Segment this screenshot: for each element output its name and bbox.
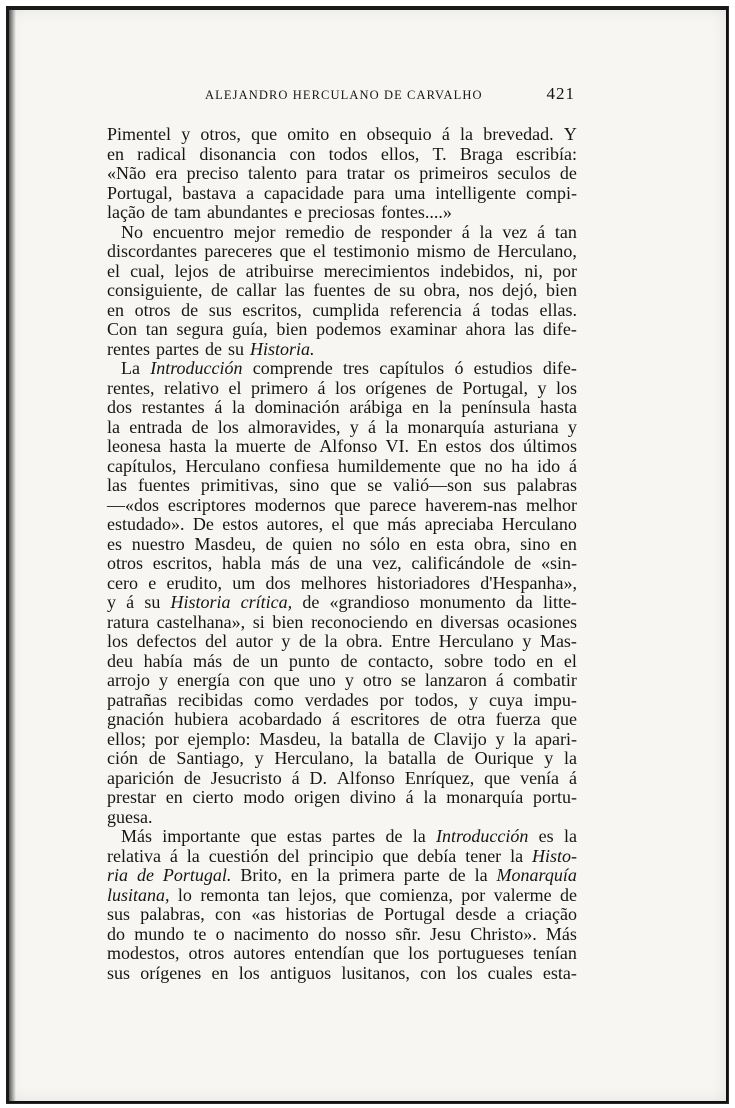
text-line: sus palabras, con «as historias de Portugal desde a criação: [107, 904, 577, 924]
text-line: gnación hubiera acobardado á escritores de otra fuerza que: [107, 709, 577, 729]
text-line: ria de Portugal. Brito, en la primera parte de la Monarquía: [107, 865, 577, 885]
text-line: consiguiente, de callar las fuentes de su obra, nos dejó, bien: [107, 280, 577, 300]
running-head: ALEJANDRO HERCULANO DE CARVALHO: [205, 88, 483, 102]
page-header: [105, 86, 575, 106]
text-line: No encuentro mejor remedio de responder á la vez á tan: [121, 221, 577, 242]
text-line: Con tan segura guía, bien podemos examinar ahora las dife-: [107, 319, 577, 339]
text-line: La Introducción comprende tres capítulos ó estudios dife-: [121, 358, 577, 378]
text-line: el cual, lejos de atribuirse merecimientos indebidos, ni, por: [107, 260, 577, 281]
text-line: rentes partes de su Historia.: [107, 338, 315, 359]
text-line: arrojo y energía con que uno y otro se lanzaron á combatir: [107, 670, 577, 690]
text-line: cero e erudito, um dos melhores historiadores d'Hespanha»,: [107, 572, 577, 593]
text-line: en otros de sus escritos, cumplida referencia á todas ellas.: [107, 299, 577, 320]
text-line: patrañas recibidas como verdades por todos, y cuya impu-: [107, 689, 577, 710]
text-line: Portugal, bastava a capacidade para uma intelligente compi-: [107, 182, 577, 203]
text-line: ratura castelhana», si bien reconociendo en diversas ocasiones: [107, 611, 577, 632]
text-line: relativa á la cuestión del principio que debía tener la Histo-: [107, 845, 577, 866]
text-line: lação de tam abundantes e preciosas fontes....»: [107, 202, 452, 222]
text-line: estudado». De estos autores, el que más apreciaba Herculano: [107, 514, 577, 534]
text-line: dos restantes á la dominación arábiga en la península hasta: [107, 397, 577, 417]
text-line: discordantes pareceres que el testimonio mismo de Herculano,: [107, 241, 577, 261]
text-line: las fuentes primitivas, sino que se valió—son sus palabras: [107, 475, 577, 495]
text-line: ellos; por ejemplo: Masdeu, la batalla de Clavijo y la apari-: [107, 728, 577, 749]
text-line: modestos, otros autores entendían que los portugueses tenían: [107, 943, 577, 963]
text-line: guesa.: [107, 806, 153, 827]
text-line: aparición de Jesucristo á D. Alfonso Enríquez, que venía á: [107, 767, 577, 788]
scan-top-edge: [6, 6, 727, 10]
text-line: capítulos, Herculano confiesa humildemente que no ha ido á: [107, 455, 577, 476]
text-line: Más importante que estas partes de la Introducción es la: [121, 826, 577, 846]
text-line: Pimentel y otros, que omito en obsequio á la brevedad. Y: [107, 124, 577, 144]
text-line: rentes, relativo el primero á los orígenes de Portugal, y los: [107, 377, 577, 398]
body-text: [107, 125, 577, 983]
text-line: —«dos escriptores modernos que parece haverem-nas melhor: [107, 494, 577, 515]
text-line: es nuestro Masdeu, de quien no sólo en esta obra, sino en: [107, 533, 577, 554]
text-line: sus orígenes en los antiguos lusitanos, con los cuales esta-: [107, 962, 577, 983]
text-line: otros escritos, habla más de una vez, calificándole de «sin-: [107, 553, 577, 573]
text-line: lusitana, lo remonta tan lejos, que comienza, por valerme de: [107, 884, 577, 905]
text-line: deu había más de un punto de contacto, sobre todo en el: [107, 650, 577, 671]
text-line: ción de Santiago, y Herculano, la batalla de Ourique y la: [107, 748, 577, 768]
text-line: do mundo te o nacimento do nosso sñr. Jesu Christo». Más: [107, 923, 577, 944]
text-line: en radical disonancia con todos ellos, T. Braga escribía:: [107, 143, 577, 164]
text-line: los defectos del autor y de la obra. Entre Herculano y Mas-: [107, 631, 577, 651]
text-line: leonesa hasta la muerte de Alfonso VI. En estos dos últimos: [107, 436, 577, 456]
page-number: 421: [546, 84, 575, 103]
text-line: la entrada de los almoravides, y á la monarquía asturiana y: [107, 416, 577, 437]
text-line: y á su Historia crítica, de «grandioso monumento da litte-: [107, 592, 577, 612]
text-line: prestar en cierto modo origen divino á la monarquía portu-: [107, 787, 577, 807]
text-line: «Não era preciso talento para tratar os primeiros seculos de: [107, 163, 577, 183]
scan-edge-shadow: [6, 6, 16, 1102]
